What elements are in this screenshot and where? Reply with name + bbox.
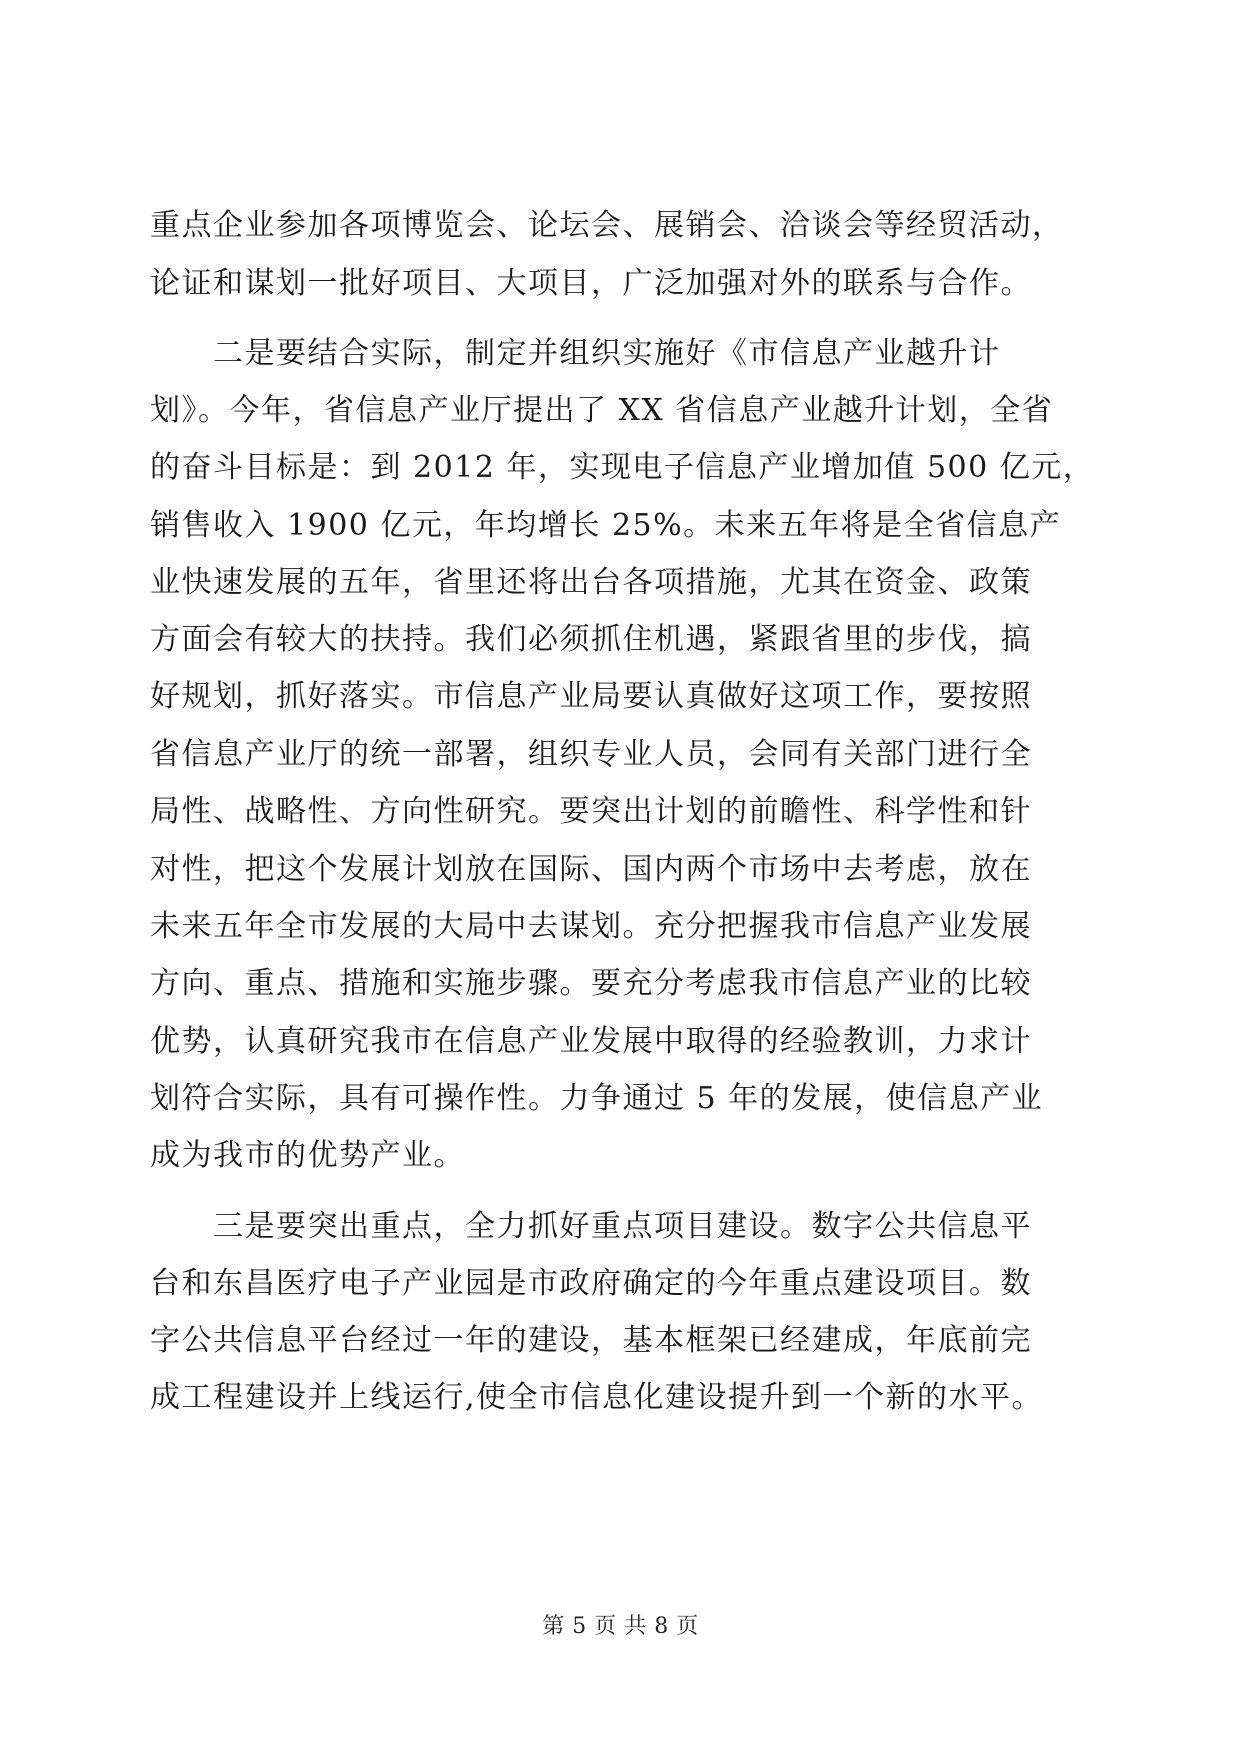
page-footer: 第 5 页 共 8 页 [542,1614,699,1639]
text-line: 未来五年全市发展的大局中去谋划。充分把握我市信息产业发展 [150,909,1032,944]
text-line: 论证和谋划一批好项目、大项目，广泛加强对外的联系与合作。 [150,266,1032,301]
text-line: 方面会有较大的扶持。我们必须抓住机遇，紧跟省里的步伐，搞 [150,622,1032,657]
text-line: 对性，把这个发展计划放在国际、国内两个市场中去考虑，放在 [150,852,1032,887]
text-line: 局性、战略性、方向性研究。要突出计划的前瞻性、科学性和针 [150,794,1032,829]
text-line: 台和东昌医疗电子产业园是市政府确定的今年重点建设项目。数 [150,1266,1032,1301]
text-line: 字公共信息平台经过一年的建设，基本框架已经建成，年底前完 [150,1323,1032,1358]
text-line: 划符合实际，具有可操作性。力争通过 5 年的发展，使信息产业 [150,1081,1044,1116]
text-line: 划》。今年，省信息产业厅提出了 XX 省信息产业越升计划，全省 [150,393,1054,428]
text-line: 的奋斗目标是：到 2012 年，实现电子信息产业增加值 500 亿元， [150,450,1095,485]
text-line: 成工程建设并上线运行,使全市信息化建设提升到一个新的水平。 [150,1380,1044,1415]
text-line: 好规划，抓好落实。市信息产业局要认真做好这项工作，要按照 [150,679,1032,714]
text-line: 方向、重点、措施和实施步骤。要充分考虑我市信息产业的比较 [150,966,1032,1001]
text-line: 二是要结合实际，制定并组织实施好《市信息产业越升计 [150,336,1001,371]
text-line: 成为我市的优势产业。 [150,1138,465,1173]
text-line: 重点企业参加各项博览会、论坛会、展销会、洽谈会等经贸活动， [150,208,1064,243]
text-line: 省信息产业厅的统一部署，组织专业人员，会同有关部门进行全 [150,737,1032,772]
text-line: 销售收入 1900 亿元，年均增长 25%。未来五年将是全省信息产 [150,508,1062,543]
text-line: 优势，认真研究我市在信息产业发展中取得的经验教训，力求计 [150,1024,1032,1059]
text-line: 业快速发展的五年，省里还将出台各项措施，尤其在资金、政策 [150,565,1032,600]
text-line: 三是要突出重点，全力抓好重点项目建设。数字公共信息平 [150,1209,1032,1244]
